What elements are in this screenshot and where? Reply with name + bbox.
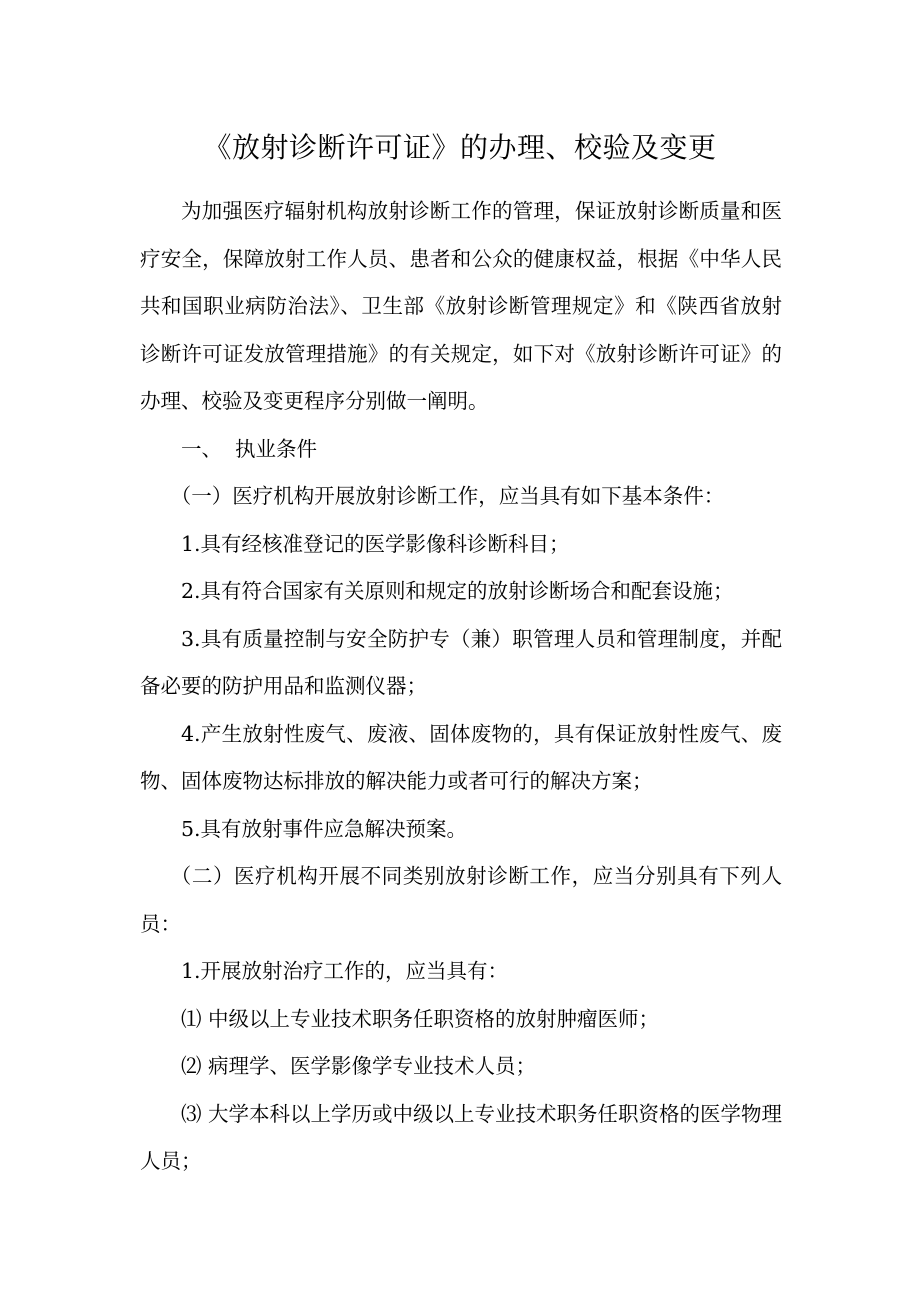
staff-item-1: 1.开展放射治疗工作的，应当具有： (181, 959, 509, 983)
subsection-staff-requirements: （二）医疗机构开展不同类别放射诊断工作，应当分别具有下列人员： (140, 864, 782, 936)
section-heading-text: 执业条件 (235, 436, 318, 461)
document-body (140, 188, 782, 1186)
condition-item-4: 4.产生放射性废气、废液、固体废物的，具有保证放射性废气、废物、固体废物达标排放的解决能力或者可行的解决方案； (140, 721, 782, 793)
staff-sub-item-2: ⑵ 病理学、医学影像学专业技术人员； (181, 1054, 537, 1078)
subsection-basic-conditions: （一）医疗机构开展放射诊断工作，应当具有如下基本条件： (170, 484, 725, 508)
intro-paragraph: 为加强医疗辐射机构放射诊断工作的管理，保证放射诊断质量和医疗安全，保障放射工作人员、患者和公众的健康权益，根据《中华人民共和国职业病防治法》、卫生部《放射诊断管理规定》和《陕西省放射诊断许可证发放管理措施》的有关规定，如下对《放射诊断许可证》的办理、校验及变更程序分别做一阐明。 (140, 199, 782, 413)
section-heading-execution-conditions (140, 426, 782, 474)
condition-item-1: 1.具有经核准登记的医学影像科诊断科目； (181, 531, 570, 556)
condition-item-2: 2.具有符合国家有关原则和规定的放射诊断场合和配套设施； (181, 579, 734, 603)
document-title: 《放射诊断许可证》的办理、校验及变更 (203, 131, 717, 164)
staff-sub-item-1: ⑴ 中级以上专业技术职务任职资格的放射肿瘤医师； (181, 1006, 660, 1031)
condition-item-3: 3.具有质量控制与安全防护专（兼）职管理人员和管理制度，并配备必要的防护用品和监测仪器； (140, 626, 782, 698)
staff-sub-item-3: ⑶ 大学本科以上学历或中级以上专业技术职务任职资格的医学物理人员； (140, 1101, 783, 1173)
condition-item-5: 5.具有放射事件应急解决预案。 (181, 816, 468, 841)
section-number: 一、 (181, 436, 222, 461)
